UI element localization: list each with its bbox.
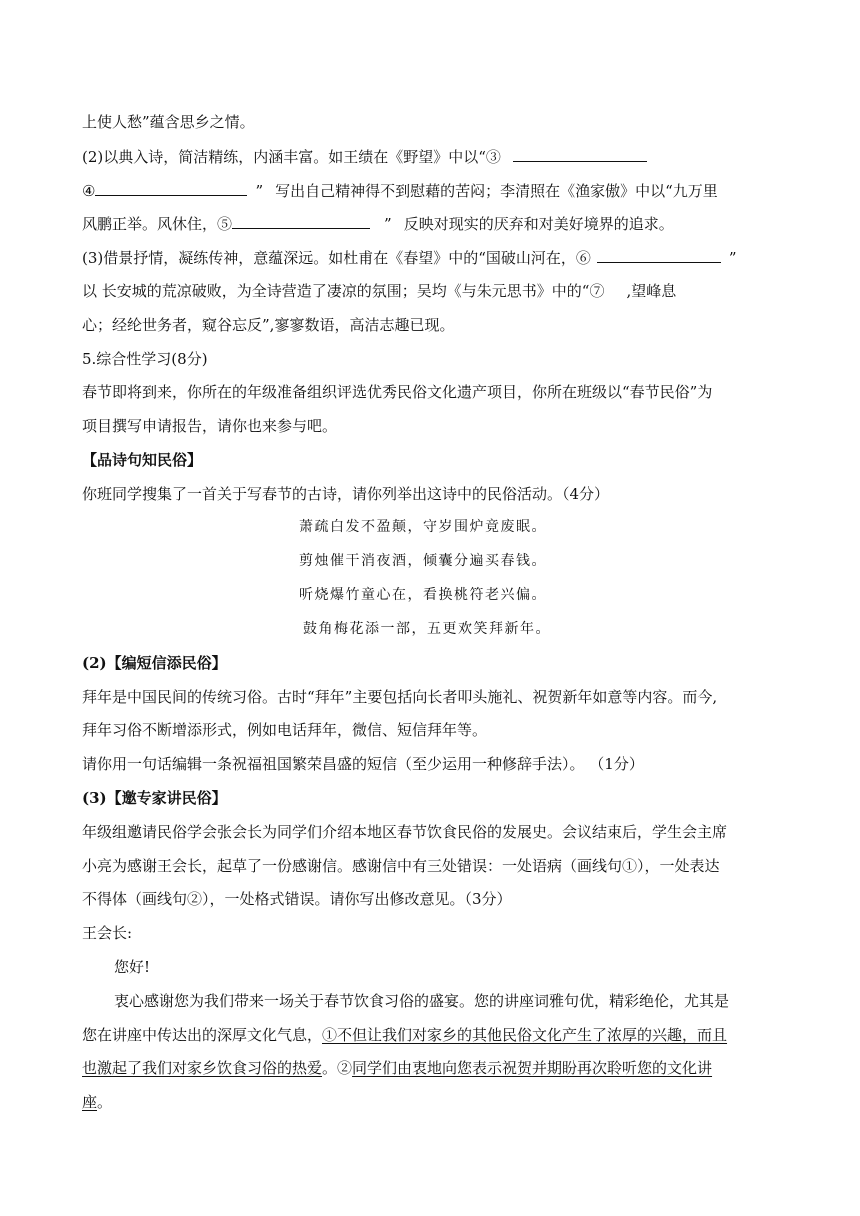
letter-body-line-2: 您在讲座中传达出的深厚文化气息，①不但让我们对家乡的其他民俗文化产生了浓厚的兴趣，而且 [82, 1026, 728, 1044]
letter-greeting: 您好! [114, 958, 151, 976]
underlined-sentence-1: ①不但让我们对家乡的其他民俗文化产生了浓厚的兴趣，而且 [322, 1026, 728, 1044]
answer-blank-3[interactable] [513, 146, 647, 162]
q4-point-3-line-1: (3)借景抒情，凝练传神，意蕴深远。如杜甫在《春望》中的“国破山河在，⑥ ” [82, 249, 737, 267]
part3-text-line-2: 小亮为感谢王会长，起草了一份感谢信。感谢信中有三处错误：一处语病（画线句①），一处表达 [82, 857, 720, 875]
part3-heading: (3)【邀专家讲民俗】 [82, 789, 227, 807]
poem-line: 萧疏白发不盈颠，守岁围炉竟废眠。 [299, 519, 547, 535]
letter-body-line-1: 衷心感谢您为我们带来一场关于春节饮食习俗的盛宴。您的讲座词雅句优，精彩绝伦，尤其是 [114, 992, 730, 1010]
answer-blank-6[interactable] [597, 247, 721, 263]
letter-salutation: 王会长: [82, 924, 133, 942]
part2-heading: (2)【编短信添民俗】 [82, 654, 227, 672]
q5-intro-line-1: 春节即将到来，你所在的年级准备组织评选优秀民俗文化遗产项目，你所在班级以“春节民俗”为 [82, 383, 713, 401]
poem-line: 剪烛催干消夜酒，倾囊分遍买春钱。 [299, 553, 547, 569]
q4-point-3-line-3: 心；经纶世务者，窥谷忘反”,寥寥数语，高洁志趣已现。 [82, 316, 455, 334]
letter-body-line-4: 座。 [82, 1093, 113, 1111]
part3-text-line-1: 年级组邀请民俗学会张会长为同学们介绍本地区春节饮食民俗的发展史。会议结束后，学生会主席 [82, 823, 728, 841]
poem-line: 听烧爆竹童心在，看换桃符老兴偏。 [299, 587, 547, 603]
underlined-sentence-1-cont: 也激起了我们对家乡饮食习俗的热爱 [82, 1059, 323, 1077]
q5-intro-line-2: 项目撰写申请报告，请你也来参与吧。 [82, 417, 338, 435]
part2-text-line-2: 拜年习俗不断增添形式，例如电话拜年，微信、短信拜年等。 [82, 721, 488, 739]
part1-heading: 【品诗句知民俗】 [82, 451, 203, 469]
part2-text-line-1: 拜年是中国民间的传统习俗。古时“拜年”主要包括向长者叩头施礼、祝贺新年如意等内容。而今, [82, 688, 718, 706]
q4-point-2-line-1: (2)以典入诗，简洁精练，内涵丰富。如王绩在《野望》中以“③ [82, 146, 647, 167]
underlined-sentence-2: 同学们由衷地向您表示祝贺并期盼再次聆听您的文化讲 [352, 1059, 713, 1077]
poem-line: 鼓角梅花添一部，五更欢笑拜新年。 [303, 621, 551, 637]
part1-task: 你班同学搜集了一首关于写春节的古诗，请你列举出这诗中的民俗活动。（4分） [82, 485, 610, 503]
answer-blank-5[interactable] [232, 213, 370, 229]
q4-point-3-line-2: 以 长安城的荒凉破败，为全诗营造了凄凉的氛围；吴均《与朱元思书》中的“⑦ ,望峰息 [82, 282, 677, 300]
q4-point-2-line-3: 风鹏正举。风休住，⑤ ” 反映对现实的厌弃和对美好境界的追求。 [82, 215, 674, 233]
q4-point-2-line-2: ④ ” 写出自己精神得不到慰藉的苦闷；李清照在《渔家傲》中以“九万里 [82, 182, 718, 200]
letter-body-line-3: 也激起了我们对家乡饮食习俗的热爱。②同学们由衷地向您表示祝贺并期盼再次聆听您的文化讲 [82, 1059, 713, 1077]
underlined-sentence-2-cont: 座 [82, 1093, 98, 1111]
q4-line-1: 上使人愁”蕴含思乡之情。 [82, 113, 255, 131]
q5-title: 5.综合性学习(8分) [82, 350, 208, 368]
part2-task: 请你用一句话编辑一条祝福祖国繁荣昌盛的短信（至少运用一种修辞手法）。 （1分） [82, 755, 644, 773]
part3-text-line-3: 不得体（画线句②），一处格式错误。请你写出修改意见。（3分） [82, 890, 512, 908]
answer-blank-4[interactable] [95, 180, 247, 196]
